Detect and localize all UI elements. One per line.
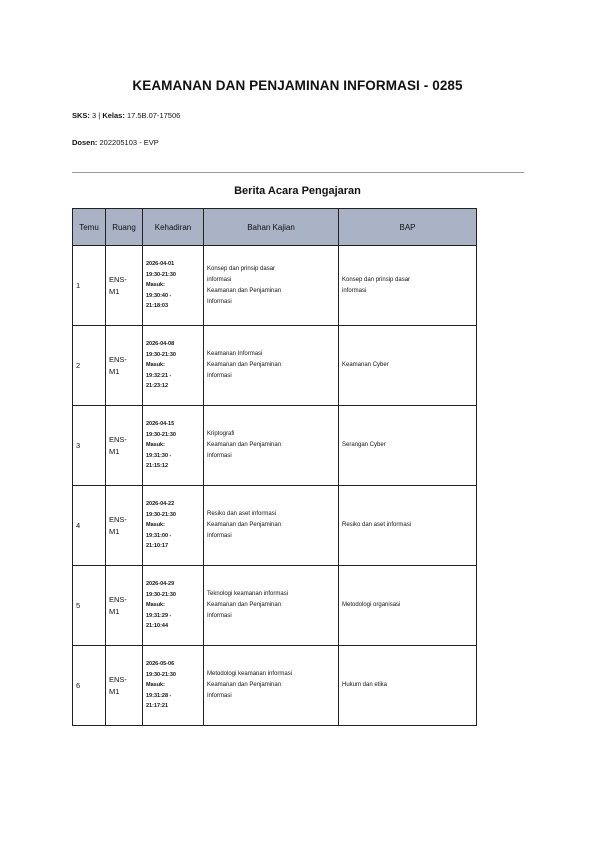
table-row <box>73 406 477 486</box>
kehadiran-cell-line: 19:30-21:30 <box>146 271 176 278</box>
bap-cell-line: Konsep dan prinsip dasar <box>342 276 411 283</box>
kehadiran-cell-line: 19:30-21:30 <box>146 591 176 598</box>
table-row <box>73 246 477 326</box>
ruang-cell-line: M1 <box>109 366 120 376</box>
kehadiran-cell-line: 19:30:40 - <box>146 292 172 299</box>
kehadiran-cell-line: Masuk: <box>146 682 165 689</box>
bahan-kajian-cell-line: Keamanan dan Penjaminan <box>207 287 282 294</box>
divider <box>72 172 524 173</box>
kehadiran-cell-line: 2026-04-22 <box>146 501 175 508</box>
bahan-kajian-cell <box>204 486 339 566</box>
bahan-kajian-cell-line: Keamanan dan Penjaminan <box>207 442 282 448</box>
ruang-cell-line: M1 <box>109 286 120 296</box>
bahan-kajian-cell-line: informasi <box>207 276 232 283</box>
ruang-cell <box>106 406 143 486</box>
bahan-kajian-cell <box>204 326 339 406</box>
kehadiran-cell-line: 2026-05-06 <box>146 661 175 668</box>
temu-cell: 3 <box>73 406 106 486</box>
kehadiran-cell <box>143 566 204 646</box>
bahan-kajian-cell <box>204 406 339 486</box>
table-header-row <box>73 209 477 246</box>
bahan-kajian-cell-line: Keamanan dan Penjaminan <box>207 682 282 688</box>
bahan-kajian-cell-line: Konsep dan prinsip dasar <box>207 265 276 272</box>
ruang-cell-line: M1 <box>109 446 120 456</box>
kehadiran-cell-line: 2026-04-08 <box>146 341 175 348</box>
bap-cell-line: informasi <box>342 287 367 294</box>
ruang-cell-line: ENS- <box>109 514 127 524</box>
bahan-kajian-cell-line: Keamanan dan Penjaminan <box>207 602 282 608</box>
page-title: KEAMANAN DAN PENJAMINAN INFORMASI - 0285 <box>132 78 463 93</box>
header-kehadiran: Kehadiran <box>143 209 204 246</box>
ruang-cell-line: M1 <box>109 526 120 536</box>
bap-cell-line: Serangan Cyber <box>342 442 386 448</box>
bap-cell-line: Metodologi organisasi <box>342 602 401 608</box>
kehadiran-cell <box>143 646 204 726</box>
kehadiran-cell-line: Masuk: <box>146 282 165 289</box>
bap-cell <box>339 486 477 566</box>
header-ruang: Ruang <box>106 209 143 246</box>
bap-cell <box>339 326 477 406</box>
meta-separator: | <box>98 111 101 120</box>
ruang-cell <box>106 566 143 646</box>
ruang-cell-line: M1 <box>109 606 120 616</box>
kehadiran-cell-line: 2026-04-01 <box>146 261 175 268</box>
kehadiran-cell <box>143 246 204 326</box>
bap-cell-line: Hukum dan etika <box>342 682 388 688</box>
header-bahan-kajian: Bahan Kajian <box>204 209 339 246</box>
bahan-kajian-cell <box>204 246 339 326</box>
kehadiran-cell-line: 2026-04-29 <box>146 581 175 588</box>
kehadiran-cell-line: 21:15:12 <box>146 463 169 470</box>
temu-cell: 5 <box>73 566 106 646</box>
kehadiran-cell-line: 19:31:00 - <box>146 532 172 539</box>
kehadiran-cell <box>143 326 204 406</box>
kehadiran-cell-line: Masuk: <box>146 362 165 369</box>
bap-cell-line: Resiko dan aset informasi <box>342 522 412 528</box>
ruang-cell-line: ENS- <box>109 274 127 284</box>
temu-cell: 4 <box>73 486 106 566</box>
kehadiran-cell-line: Masuk: <box>146 442 165 449</box>
bahan-kajian-cell-line: Kriptografi <box>207 431 235 437</box>
bahan-kajian-cell-line: Keamanan dan Penjaminan <box>207 522 282 528</box>
dosen-label: Dosen: <box>72 138 98 147</box>
bahan-kajian-cell-line: Metodologi keamanan informasi <box>207 671 293 677</box>
bahan-kajian-cell-line: Resiko dan aset informasi <box>207 511 277 517</box>
dosen-value: 202205103 - EVP <box>99 138 159 147</box>
bahan-kajian-cell <box>204 646 339 726</box>
bahan-kajian-cell-line: Keamanan dan Penjaminan <box>207 362 282 368</box>
kehadiran-cell-line: Masuk: <box>146 602 165 609</box>
ruang-cell <box>106 486 143 566</box>
kehadiran-cell-line: 21:23:12 <box>146 383 169 390</box>
bahan-kajian-cell-line: Informasi <box>207 693 232 699</box>
kelas-label: Kelas: <box>102 111 125 120</box>
kehadiran-cell-line: 19:30-21:30 <box>146 351 176 358</box>
kehadiran-cell-line: 19:31:28 - <box>146 692 172 699</box>
temu-cell: 6 <box>73 646 106 726</box>
bap-cell <box>339 246 477 326</box>
header-bap: BAP <box>339 209 477 246</box>
lecturer-meta <box>72 138 159 147</box>
bap-cell-line: Keamanan Cyber <box>342 362 389 368</box>
ruang-cell-line: ENS- <box>109 674 127 684</box>
table-row <box>73 326 477 406</box>
bap-cell <box>339 646 477 726</box>
table-row <box>73 486 477 566</box>
kehadiran-cell <box>143 486 204 566</box>
sks-label: SKS: <box>72 111 90 120</box>
kehadiran-cell-line: 19:31:30 - <box>146 452 172 459</box>
ruang-cell-line: M1 <box>109 686 120 696</box>
section-title: Berita Acara Pengajaran <box>234 185 361 197</box>
kehadiran-cell-line: 19:30-21:30 <box>146 671 176 678</box>
temu-cell: 2 <box>73 326 106 406</box>
bahan-kajian-cell-line: Informasi <box>207 453 232 459</box>
kehadiran-cell-line: 19:32:21 - <box>146 372 172 379</box>
ruang-cell <box>106 246 143 326</box>
sks-value: 3 <box>92 111 97 120</box>
header-temu: Temu <box>73 209 106 246</box>
ruang-cell <box>106 646 143 726</box>
bahan-kajian-cell-line: Informasi <box>207 533 232 539</box>
bahan-kajian-cell-line: Informasi <box>207 298 232 305</box>
ruang-cell <box>106 326 143 406</box>
kelas-value: 17.5B.07-17506 <box>126 111 181 120</box>
bap-table <box>72 208 477 726</box>
kehadiran-cell-line: 21:10:44 <box>146 623 169 630</box>
temu-cell: 1 <box>73 246 106 326</box>
ruang-cell-line: ENS- <box>109 354 127 364</box>
table-row <box>73 646 477 726</box>
kehadiran-cell-line: 19:30-21:30 <box>146 431 176 438</box>
bahan-kajian-cell-line: Informasi <box>207 373 232 379</box>
bahan-kajian-cell-line: Keamanan Informasi <box>207 351 263 357</box>
kehadiran-cell-line: 21:17:21 <box>146 703 169 710</box>
kehadiran-cell-line: 21:18:03 <box>146 303 169 310</box>
kehadiran-cell-line: 2026-04-15 <box>146 421 175 428</box>
kehadiran-cell-line: 19:31:29 - <box>146 612 172 619</box>
bap-cell <box>339 566 477 646</box>
kehadiran-cell <box>143 406 204 486</box>
table-row <box>73 566 477 646</box>
bahan-kajian-cell-line: Teknologi keamanan informasi <box>207 591 289 597</box>
ruang-cell-line: ENS- <box>109 594 127 604</box>
kehadiran-cell-line: 19:30-21:30 <box>146 511 176 518</box>
bahan-kajian-cell <box>204 566 339 646</box>
kehadiran-cell-line: Masuk: <box>146 522 165 529</box>
bap-cell <box>339 406 477 486</box>
kehadiran-cell-line: 21:10:17 <box>146 543 169 550</box>
bahan-kajian-cell-line: Informasi <box>207 613 232 619</box>
ruang-cell-line: ENS- <box>109 434 127 444</box>
course-meta <box>72 111 180 120</box>
